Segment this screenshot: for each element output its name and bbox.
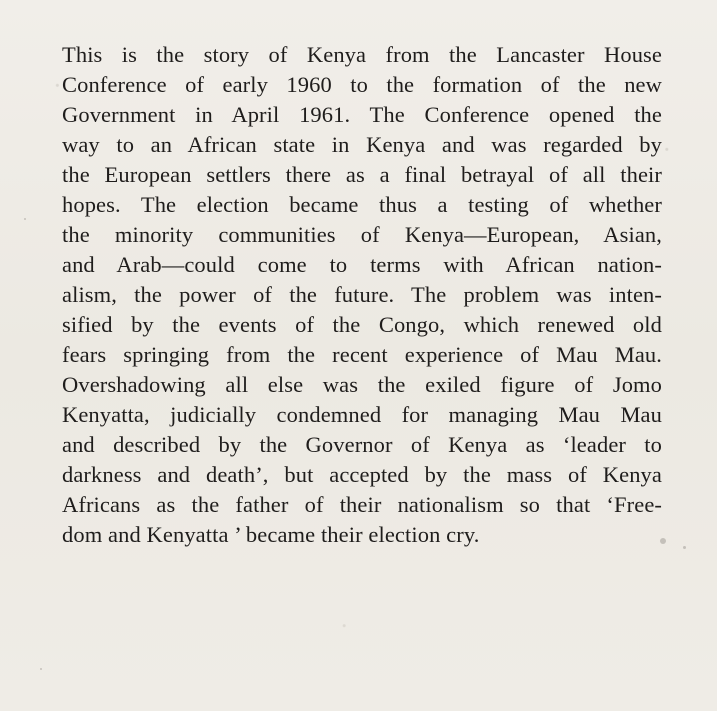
- body-paragraph: [62, 40, 662, 550]
- paper-speck: [40, 668, 42, 670]
- text-line-14: and described by the Governor of Kenya as ‘leader to: [62, 432, 662, 457]
- text-line-5: the European settlers there as a final betrayal of all their: [62, 162, 662, 187]
- text-line-8: and Arab—could come to terms with African nation-: [62, 252, 662, 277]
- text-line-15: darkness and death’, but accepted by the mass of Kenya: [62, 462, 662, 487]
- text-line-12: Overshadowing all else was the exiled figure of Jomo: [62, 372, 662, 397]
- paper-speck: [24, 218, 26, 220]
- text-line-11: fears springing from the recent experience of Mau Mau.: [62, 342, 662, 367]
- text-line-3: Government in April 1961. The Conference opened the: [62, 102, 662, 127]
- text-line-17: dom and Kenyatta ’ became their election cry.: [62, 522, 480, 547]
- text-line-1: This is the story of Kenya from the Lancaster House: [62, 42, 662, 67]
- text-line-6: hopes. The election became thus a testing of whether: [62, 192, 662, 217]
- paper-speck: [683, 546, 686, 549]
- text-line-13: Kenyatta, judicially condemned for managing Mau Mau: [62, 402, 662, 427]
- text-line-9: alism, the power of the future. The problem was inten-: [62, 282, 662, 307]
- text-line-2: Conference of early 1960 to the formation of the new: [62, 72, 662, 97]
- text-line-10: sified by the events of the Congo, which renewed old: [62, 312, 662, 337]
- text-line-7: the minority communities of Kenya—European, Asian,: [62, 222, 662, 247]
- text-line-16: Africans as the father of their nationalism so that ‘Free-: [62, 492, 662, 517]
- text-line-4: way to an African state in Kenya and was regarded by: [62, 132, 662, 157]
